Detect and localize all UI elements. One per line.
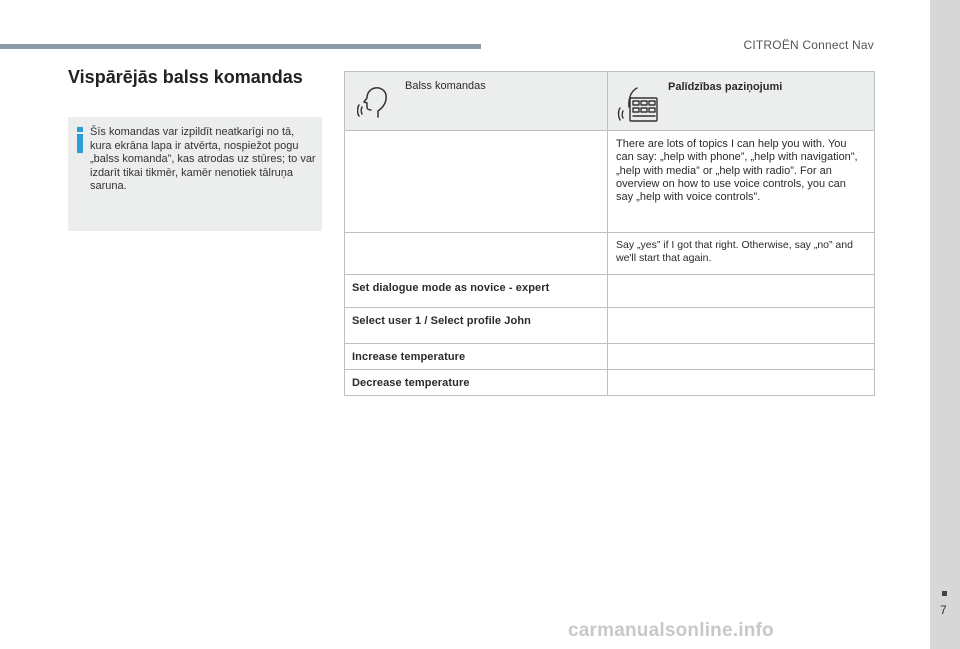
voice-command-icon xyxy=(357,86,391,123)
section-title: Vispārējās balss komandas xyxy=(68,67,303,87)
info-icon xyxy=(77,127,83,153)
help-text: Say „yes” if I got that right. Otherwise, say „no” and we'll start that again. xyxy=(616,239,853,265)
brand-label: CITROËN Connect Nav xyxy=(743,38,874,52)
help-text: There are lots of topics I can help you with. You can say: „help with phone”, „help with navigation”, „help with media” or „help with radio”. For an overview on how to use voice controls, you can say „help with voice controls”. xyxy=(616,138,858,204)
help-cell xyxy=(608,343,875,369)
watermark-text: carmanualsonline.info xyxy=(568,620,774,641)
page-marker xyxy=(942,591,947,596)
help-text xyxy=(608,370,874,384)
help-cell xyxy=(608,233,875,275)
help-cell xyxy=(608,307,875,343)
voice-command-table xyxy=(344,71,875,396)
command-cell xyxy=(345,307,608,343)
table-row xyxy=(345,274,875,307)
help-cell xyxy=(608,131,875,233)
table-row xyxy=(345,233,875,275)
table-row xyxy=(345,131,875,233)
col-header-help-label: Palīdzības paziņojumi xyxy=(668,81,783,93)
command-text: Set dialogue mode as novice - expert xyxy=(352,281,550,294)
table-header-row xyxy=(345,72,875,131)
help-cell xyxy=(608,369,875,395)
command-cell xyxy=(345,131,608,233)
table-row xyxy=(345,369,875,395)
command-text: Increase temperature xyxy=(352,350,466,363)
help-text xyxy=(608,275,874,289)
command-text xyxy=(345,131,607,138)
command-cell xyxy=(345,343,608,369)
help-message-icon xyxy=(617,85,659,126)
command-cell xyxy=(345,274,608,307)
info-text: Šīs komandas var izpildīt neatkarīgi no tā, kura ekrāna lapa ir atvērta, nospiežot pogu „balss komanda”, kas atrodas uz stūres; to var izdarīt tikai tikmēr, kamēr nenotiek tālruņa saruna. xyxy=(90,126,316,192)
table-row xyxy=(345,343,875,369)
help-cell xyxy=(608,274,875,307)
help-text xyxy=(608,308,874,322)
command-text xyxy=(345,233,607,240)
command-text: Select user 1 / Select profile John xyxy=(352,314,531,327)
page-edge-strip xyxy=(930,0,960,649)
command-cell xyxy=(345,233,608,275)
top-rule xyxy=(0,44,481,49)
command-cell xyxy=(345,369,608,395)
col-header-commands-label: Balss komandas xyxy=(405,80,486,92)
command-text: Decrease temperature xyxy=(352,376,470,389)
info-box xyxy=(68,117,322,231)
table-row xyxy=(345,307,875,343)
page-number: 7 xyxy=(940,603,947,617)
help-text xyxy=(608,344,874,358)
col-header-commands xyxy=(345,72,608,131)
col-header-help xyxy=(608,72,875,131)
